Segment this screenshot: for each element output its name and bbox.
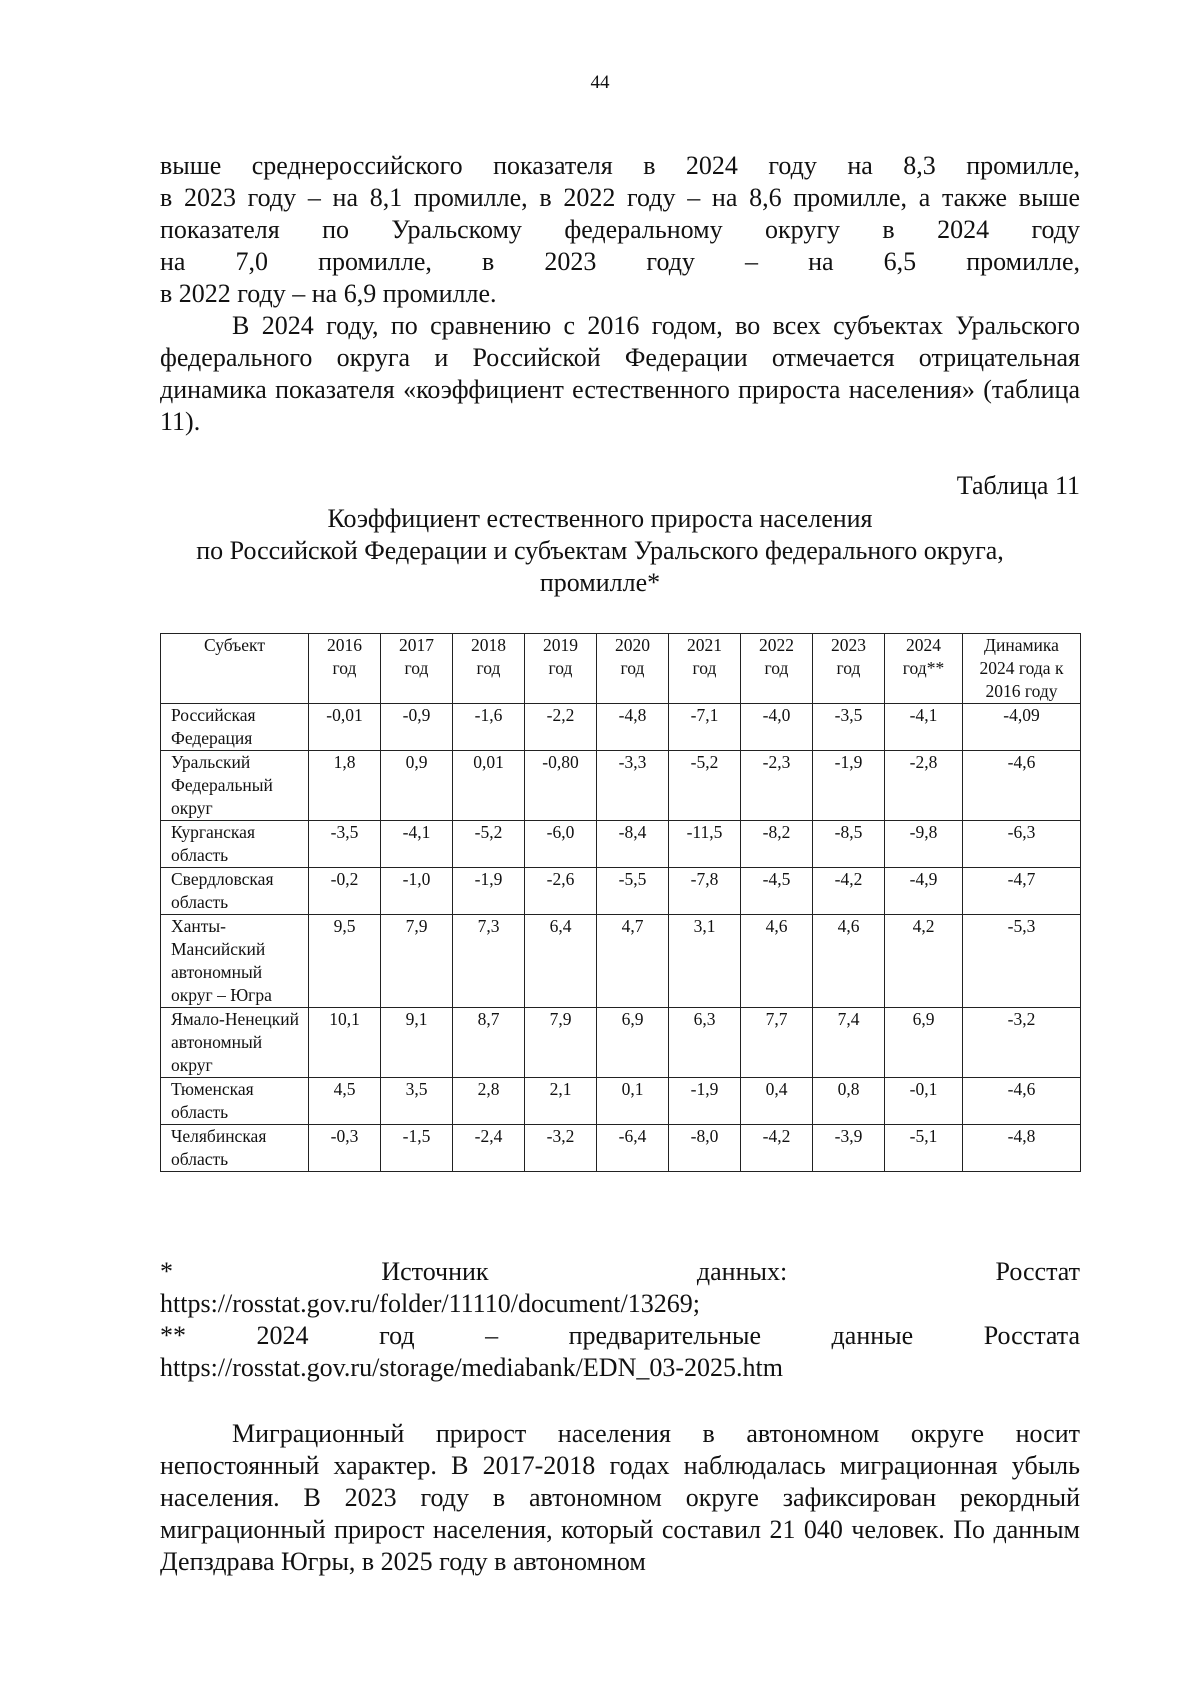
header-year: 2019 год	[525, 634, 597, 704]
table-cell: 7,9	[525, 1008, 597, 1078]
row-subject: Курганская область	[161, 821, 309, 868]
table-cell: -0,9	[381, 704, 453, 751]
table-body	[161, 704, 1081, 1172]
table-cell: -1,9	[453, 868, 525, 915]
table-cell: -5,2	[669, 751, 741, 821]
table-cell: -4,2	[741, 1125, 813, 1172]
table-cell: -4,8	[597, 704, 669, 751]
table-cell: 6,3	[669, 1008, 741, 1078]
table-row	[161, 1125, 1081, 1172]
table-cell: -4,09	[963, 704, 1081, 751]
intro-paragraph	[160, 150, 1080, 310]
header-year: 2024 год**	[885, 634, 963, 704]
table-cell: 6,4	[525, 915, 597, 1008]
table-cell: -6,3	[963, 821, 1081, 868]
table-cell: -1,0	[381, 868, 453, 915]
table-cell: -4,9	[885, 868, 963, 915]
table-cell: 8,7	[453, 1008, 525, 1078]
table-cell: -4,1	[381, 821, 453, 868]
table-cell: -11,5	[669, 821, 741, 868]
header-year: 2022 год	[741, 634, 813, 704]
table-title-line: Коэффициент естественного прироста населения	[327, 504, 873, 533]
table-cell: 1,8	[309, 751, 381, 821]
table-title	[120, 503, 1080, 599]
table-cell: 2,8	[453, 1078, 525, 1125]
header-year: 2016 год	[309, 634, 381, 704]
paragraph-2: В 2024 году, по сравнению с 2016 годом, во всех субъектах Уральского федерального округа и Российской Федерации отмечается отрицательная динамика показателя «коэффициент естественного прироста населения» (таблица 11).	[160, 311, 1080, 436]
row-subject: Тюменская область	[161, 1078, 309, 1125]
intro-line: показателя по Уральскому федеральному округу в 2024 году	[160, 215, 1080, 244]
header-year: Динамика 2024 года к 2016 году	[963, 634, 1081, 704]
table-header-row	[161, 634, 1081, 704]
table-cell: -2,2	[525, 704, 597, 751]
table-cell: -2,4	[453, 1125, 525, 1172]
intro-line: на 7,0 промилле, в 2023 году – на 6,5 промилле,	[160, 247, 1080, 276]
row-subject: Российская Федерация	[161, 704, 309, 751]
table-cell: 0,8	[813, 1078, 885, 1125]
intro-line: в 2023 году – на 8,1 промилле, в 2022 году – на 8,6 промилле, а также выше	[160, 183, 1080, 212]
table-row	[161, 821, 1081, 868]
table-cell: -3,3	[597, 751, 669, 821]
table-cell: -4,2	[813, 868, 885, 915]
table-cell: 7,7	[741, 1008, 813, 1078]
table-cell: 0,9	[381, 751, 453, 821]
table-cell: -0,1	[885, 1078, 963, 1125]
table-row	[161, 1008, 1081, 1078]
table-label: Таблица 11	[956, 471, 1080, 500]
natural-growth-table	[160, 633, 1081, 1172]
table-cell: 6,9	[885, 1008, 963, 1078]
table-cell: -6,4	[597, 1125, 669, 1172]
table-cell: 0,01	[453, 751, 525, 821]
table-cell: -2,3	[741, 751, 813, 821]
note-line: * Источник данных: Росстат	[160, 1257, 1080, 1286]
table-cell: -1,9	[813, 751, 885, 821]
table-cell: -8,0	[669, 1125, 741, 1172]
table-cell: -3,2	[525, 1125, 597, 1172]
table-cell: 7,9	[381, 915, 453, 1008]
table-cell: 2,1	[525, 1078, 597, 1125]
table-notes	[160, 1256, 1080, 1384]
table-cell: -2,8	[885, 751, 963, 821]
table-cell: 0,1	[597, 1078, 669, 1125]
table-cell: -3,5	[309, 821, 381, 868]
table-cell: -5,2	[453, 821, 525, 868]
table-cell: 4,7	[597, 915, 669, 1008]
table-cell: -5,1	[885, 1125, 963, 1172]
table-title-line: промилле*	[539, 568, 661, 597]
row-subject: Ямало-Ненецкий автономный округ	[161, 1008, 309, 1078]
table-cell: -1,9	[669, 1078, 741, 1125]
header-year: 2018 год	[453, 634, 525, 704]
table-cell: 4,5	[309, 1078, 381, 1125]
intro-line: в 2022 году – на 6,9 промилле.	[160, 279, 497, 308]
table-row	[161, 868, 1081, 915]
table-cell: -3,2	[963, 1008, 1081, 1078]
table-row	[161, 751, 1081, 821]
header-year: 2017 год	[381, 634, 453, 704]
table-cell: -4,0	[741, 704, 813, 751]
note-line: https://rosstat.gov.ru/storage/mediabank/EDN_03-2025.htm	[160, 1353, 783, 1382]
table-cell: -8,5	[813, 821, 885, 868]
row-subject: Ханты-Мансийский автономный округ – Югра	[161, 915, 309, 1008]
table-cell: -8,2	[741, 821, 813, 868]
table-cell: -4,7	[963, 868, 1081, 915]
table-cell: 3,1	[669, 915, 741, 1008]
table-cell: -4,6	[963, 751, 1081, 821]
table-cell: 4,2	[885, 915, 963, 1008]
note-line: https://rosstat.gov.ru/folder/11110/document/13269;	[160, 1289, 700, 1318]
table-cell: -2,6	[525, 868, 597, 915]
row-subject: Челябинская область	[161, 1125, 309, 1172]
header-year: 2021 год	[669, 634, 741, 704]
note-line: ** 2024 год – предварительные данные Росстата	[160, 1321, 1080, 1350]
table-row	[161, 915, 1081, 1008]
final-paragraph: Миграционный прирост населения в автономном округе носит непостоянный характер. В 2017-2018 годах наблюдалась миграционная убыль населения. В 2023 году в автономном округе зафиксирован рекордный миграционный прирост населения, который составил 21 040 человек. По данным Депздрава Югры, в 2025 году в автономном	[160, 1419, 1080, 1576]
table-row	[161, 1078, 1081, 1125]
table-cell: 7,4	[813, 1008, 885, 1078]
table-cell: 10,1	[309, 1008, 381, 1078]
table-cell: -1,6	[453, 704, 525, 751]
page-number: 44	[590, 72, 610, 93]
table-cell: 3,5	[381, 1078, 453, 1125]
table-cell: -8,4	[597, 821, 669, 868]
table-row	[161, 704, 1081, 751]
table-cell: -0,3	[309, 1125, 381, 1172]
table-cell: -4,1	[885, 704, 963, 751]
table-cell: 9,1	[381, 1008, 453, 1078]
table-cell: -1,5	[381, 1125, 453, 1172]
table-cell: 9,5	[309, 915, 381, 1008]
table-cell: -4,6	[963, 1078, 1081, 1125]
table-cell: -0,2	[309, 868, 381, 915]
table-cell: -9,8	[885, 821, 963, 868]
table-cell: -4,8	[963, 1125, 1081, 1172]
table-cell: -5,3	[963, 915, 1081, 1008]
table-cell: -3,9	[813, 1125, 885, 1172]
table-cell: 4,6	[741, 915, 813, 1008]
table-cell: -5,5	[597, 868, 669, 915]
table-cell: 4,6	[813, 915, 885, 1008]
header-year: 2020 год	[597, 634, 669, 704]
table-title-line: по Российской Федерации и субъектам Уральского федерального округа,	[196, 536, 1004, 565]
row-subject: Свердловская область	[161, 868, 309, 915]
table-cell: -3,5	[813, 704, 885, 751]
table-cell: -0,80	[525, 751, 597, 821]
table-cell: 6,9	[597, 1008, 669, 1078]
intro-line: выше среднероссийского показателя в 2024 году на 8,3 промилле,	[160, 151, 1080, 180]
table-cell: -7,1	[669, 704, 741, 751]
header-year: 2023 год	[813, 634, 885, 704]
table-cell: 7,3	[453, 915, 525, 1008]
table-cell: -6,0	[525, 821, 597, 868]
row-subject: Уральский Федеральный округ	[161, 751, 309, 821]
table-cell: -7,8	[669, 868, 741, 915]
header-subject: Субъект	[161, 634, 309, 704]
table-cell: 0,4	[741, 1078, 813, 1125]
table-cell: -0,01	[309, 704, 381, 751]
table-cell: -4,5	[741, 868, 813, 915]
